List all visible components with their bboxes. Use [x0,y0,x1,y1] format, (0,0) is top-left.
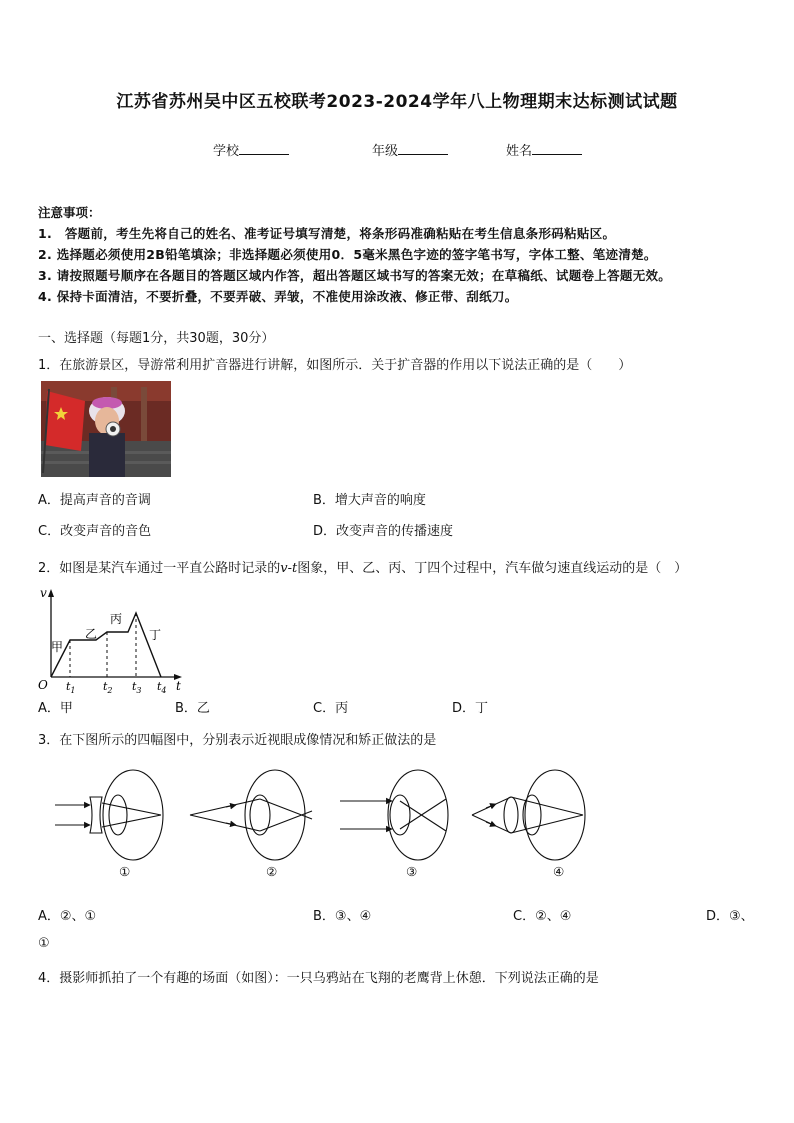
q3-option-c[interactable]: C．②、④ [513,909,572,924]
q3-option-a[interactable]: A．②、① [38,909,97,924]
segment-label-ding: 丁 [149,628,162,642]
notes-heading: 注意事项： [38,205,101,220]
note-item: 1. 答题前，考生先将自己的姓名、准考证号填写清楚，将条形码准确粘贴在考生信息条形码粘贴区。 [38,226,616,241]
grade-blank[interactable] [398,142,448,155]
eye-figure-1 [55,770,163,860]
page-title: 江苏省苏州吴中区五校联考2023-2024学年八上物理期末达标测试试题 [116,92,678,112]
question-1-text: 1．在旅游景区，导游常利用扩音器进行讲解，如图所示．关于扩音器的作用以下说法正确的是（ ） [38,358,632,373]
school-label: 学校 [213,144,240,159]
y-axis-label: v [40,586,47,600]
q2-option-d[interactable]: D．丁 [452,701,489,716]
x-axis-label: t [176,679,181,693]
q2-option-c[interactable]: C．丙 [313,701,349,716]
note-item: 4. 保持卡面清洁，不要折叠，不要弄破、弄皱，不准使用涂改液、修正带、刮纸刀。 [38,289,518,304]
q3-option-d[interactable]: D．③、 [706,909,754,924]
q3-option-d-continued[interactable]: ① [38,936,50,951]
tick-label-t4: $t_4$ [157,680,167,693]
school-blank[interactable] [239,142,289,155]
q2-text-pre: 2．如图是某汽车通过一平直公路时记录的 [38,561,281,576]
segment-label-yi: 乙 [85,627,98,641]
eye-figure-3 [340,770,448,860]
q2-text-post: 图象，甲、乙、丙、丁四个过程中，汽车做匀速直线运动的是（ ） [297,561,688,576]
q3-option-b[interactable]: B．③、④ [313,909,372,924]
segment-label-jia: 甲 [51,640,64,654]
q1-option-b[interactable]: B．增大声音的响度 [313,493,426,508]
name-label: 姓名 [506,144,533,159]
eye-figure-2 [190,770,312,860]
figure-label-2: ② [266,864,278,879]
note-item: 3. 请按照题号顺序在各题目的答题区域内作答，超出答题区域书写的答案无效；在草稿纸、试题卷上答题无效。 [38,268,672,283]
figure-label-3: ③ [406,864,418,879]
eye-figure-4 [472,770,585,860]
tick-label-t3: $t_3$ [132,680,142,693]
q1-option-c[interactable]: C．改变声音的音色 [38,524,152,539]
question-2-text [38,557,687,576]
q2-math: v-t [280,561,298,576]
q2-option-b[interactable]: B．乙 [175,701,210,716]
segment-label-bing: 丙 [110,612,123,626]
q2-option-a[interactable]: A．甲 [38,701,73,716]
origin-label: O [38,678,48,692]
question-3-text: 3．在下图所示的四幅图中，分别表示近视眼成像情况和矫正做法的是 [38,733,437,748]
name-field[interactable] [506,140,582,159]
tour-guide-photo [41,381,171,477]
note-item: 2. 选择题必须使用2B铅笔填涂；非选择题必须使用0．5毫米黑色字迹的签字笔书写，字体工整、笔迹清楚。 [38,247,657,262]
eye-diagrams [50,765,590,865]
figure-label-1: ① [119,864,131,879]
q1-option-a[interactable]: A．提高声音的音调 [38,493,151,508]
grade-field[interactable] [372,140,448,159]
tick-label-t2: $t_2$ [103,680,113,693]
name-blank[interactable] [532,142,582,155]
tick-label-t1: $t_1$ [66,680,76,693]
vt-graph [36,585,186,693]
question-4-text: 4．摄影师抓拍了一个有趣的场面（如图）：一只乌鸦站在飞翔的老鹰背上休憩．下列说法正确的是 [38,971,599,986]
section-heading: 一、选择题（每题1分，共30题，30分） [38,331,275,346]
q1-option-d[interactable]: D．改变声音的传播速度 [313,524,454,539]
school-field[interactable] [213,140,289,159]
figure-label-4: ④ [553,864,565,879]
grade-label: 年级 [372,144,399,159]
